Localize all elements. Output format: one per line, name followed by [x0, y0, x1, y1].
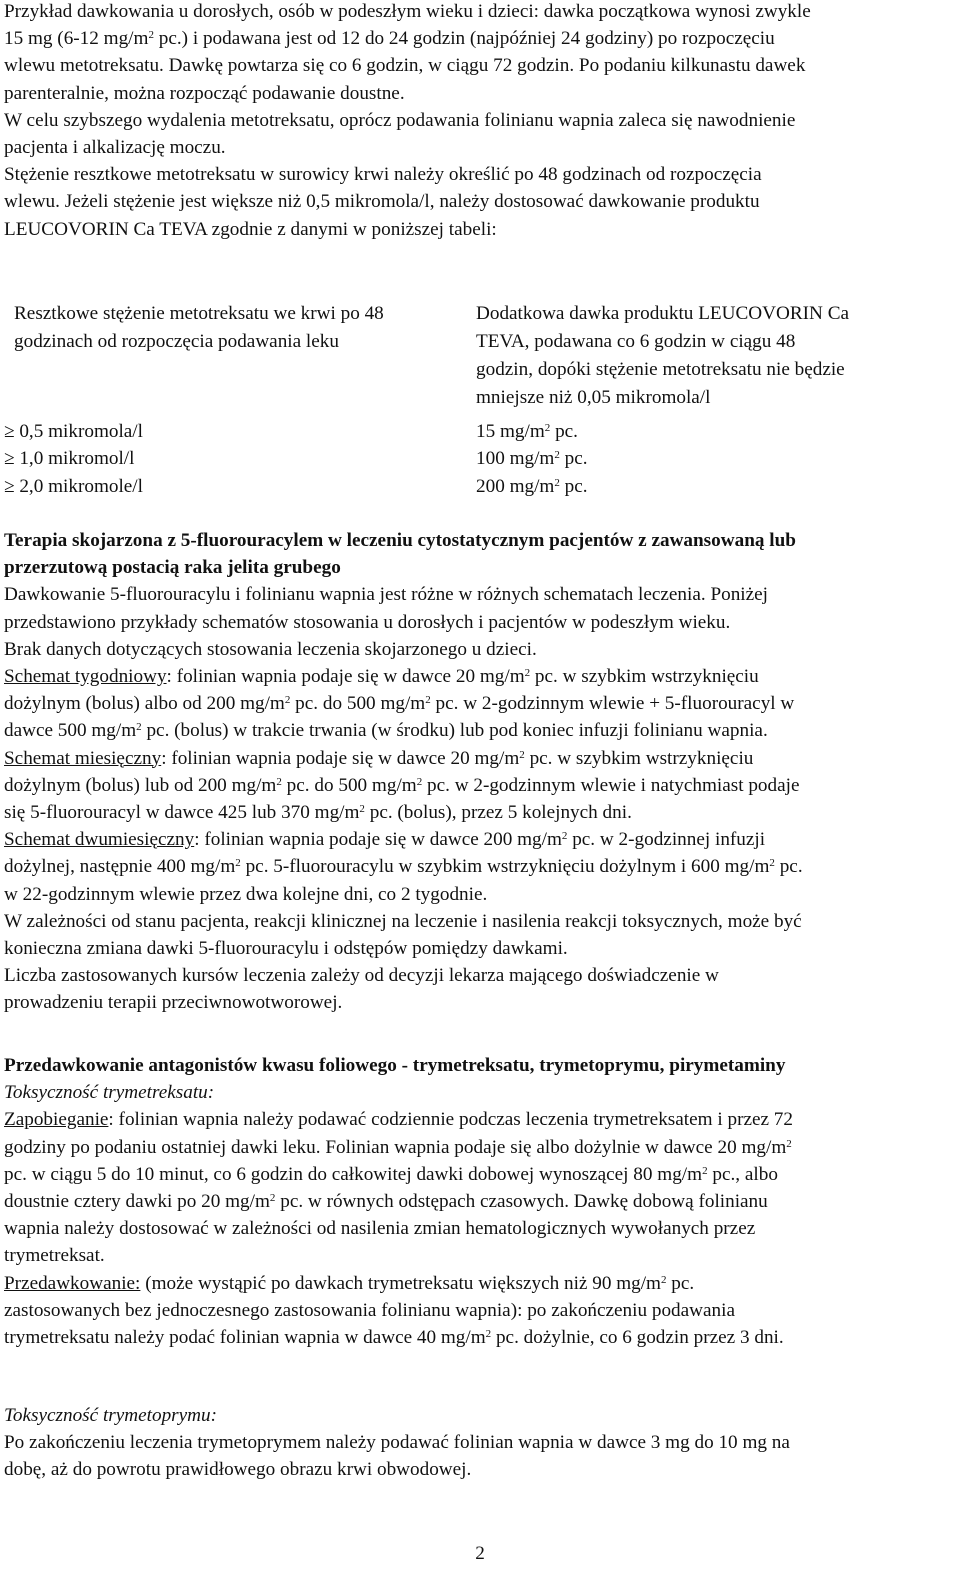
- text-run: pc. w 2-godzinnym wlewie + 5-fluorouracyl w: [430, 693, 795, 715]
- concentration-value: 1,0 mikromol/l: [14, 448, 135, 469]
- dose-value: 100 mg/m: [476, 448, 555, 469]
- text-run: w 22-godzinnym wlewie przez dwa kolejne dni, co 2 tygodnie.: [4, 883, 488, 905]
- table-header-right-line: Dodatkowa dawka produktu LEUCOVORIN Ca: [476, 303, 850, 324]
- text-run: parenteralnie, można rozpocząć podawanie doustne.: [4, 82, 405, 104]
- superscript: 2: [284, 694, 291, 707]
- text-run: W zależności od stanu pacjenta, reakcji klinicznej na leczenie i nasilenia reakcji toksycznych, może być: [4, 910, 802, 932]
- superscript: 2: [702, 1164, 708, 1177]
- text-line: [4, 109, 795, 133]
- text-line: [4, 54, 805, 78]
- text-run: pc. w 2-godzinnej infuzji: [567, 829, 766, 851]
- text-run: pc. (bolus) w trakcie trwania (w środku) lub pod koniec infuzji folinianu wapnia.: [141, 720, 768, 742]
- table-row-concentration: [4, 473, 143, 501]
- table-header-left-line: godzinach od rozpoczęcia podawania leku: [14, 331, 339, 352]
- text-line: [4, 855, 803, 879]
- superscript: 2: [485, 1328, 492, 1340]
- text-run: pc. (bolus), przez 5 kolejnych dni.: [364, 802, 632, 823]
- underlined-label: Schemat dwumiesięczny: [4, 829, 195, 851]
- text-line: [4, 0, 811, 24]
- dose-unit: pc.: [559, 448, 588, 469]
- underlined-label: Schemat tygodniowy: [4, 666, 167, 687]
- text-run: pc.: [774, 856, 803, 878]
- text-run: (może wystąpić po dawkach trymetreksatu większych niż 90 mg/m: [140, 1272, 661, 1294]
- text-line: [4, 1108, 793, 1132]
- text-run: wlewu metotreksatu. Dawkę powtarza się co 6 godzin, w ciągu 72 godzin. Po podaniu kilkunastu dawek: [4, 55, 806, 77]
- text-line: [4, 1326, 784, 1350]
- text-line: [4, 163, 762, 187]
- superscript: 2: [416, 775, 423, 788]
- text-line: [4, 937, 568, 961]
- text-line: [4, 883, 487, 907]
- text-run: się 5-fluorouracyl w dawce 425 lub 370 mg/m: [4, 802, 360, 823]
- text-run: Dawkowanie 5-fluorouracylu i folinianu wapnia jest różne w różnych schematach leczenia. Poniżej: [4, 584, 769, 606]
- text-run: dawce 500 mg/m: [4, 720, 137, 742]
- text-line: [4, 692, 794, 716]
- geq-symbol: ≥: [4, 421, 15, 442]
- superscript: 2: [561, 830, 568, 843]
- text-run: : folinian wapnia podaje się w dawce 20 mg/m: [166, 666, 525, 687]
- superscript: 2: [554, 477, 560, 489]
- underlined-label: Przedawkowanie:: [4, 1272, 141, 1294]
- geq-symbol: ≥: [4, 448, 15, 469]
- text-line: [4, 218, 497, 242]
- superscript: 2: [276, 775, 282, 788]
- geq-symbol: ≥: [4, 476, 15, 497]
- text-line: [4, 583, 768, 607]
- superscript: 2: [554, 449, 560, 461]
- text-run: pc. dożylnie, co 6 godzin przez 3 dni.: [491, 1327, 784, 1348]
- text-run: konieczna zmiana dawki 5-fluorouracylu i odstępów pomiędzy dawkami.: [4, 938, 568, 959]
- text-run: Stężenie resztkowe metotreksatu w surowicy krwi należy określić po 48 godzinach od rozpoczęcia: [4, 164, 762, 186]
- superscript: 2: [148, 29, 154, 42]
- superscript: 2: [660, 1273, 667, 1286]
- text-run: pc. w szybkim wstrzyknięciu: [524, 747, 754, 769]
- text-line: [4, 964, 719, 988]
- superscript: 2: [524, 667, 531, 679]
- text-line: [4, 611, 730, 635]
- table-header-left: [14, 300, 384, 356]
- text-run: dożylnym (bolus) lub od 200 mg/m: [4, 774, 277, 796]
- text-run: : folinian wapnia podaje się w dawce 200 mg/m: [194, 829, 562, 851]
- text-line: [4, 1190, 768, 1214]
- text-line: [4, 1136, 792, 1160]
- text-run: wlewu. Jeżeli stężenie jest większe niż 0,5 mikromola/l, należy dostosować dawkowanie produktu: [4, 191, 760, 213]
- text-line: [4, 1299, 735, 1323]
- text-run: przedstawiono przykłady schematów stosowania u dorosłych i pacjentów w podeszłym wieku.: [4, 611, 731, 633]
- text-run: pc. do 500 mg/m: [290, 693, 426, 715]
- text-line: [4, 665, 759, 689]
- text-run: LEUCOVORIN Ca TEVA zgodnie z danymi w poniższej tabeli:: [4, 218, 497, 240]
- table-header-right: [476, 300, 849, 412]
- text-run: dobę, aż do powrotu prawidłowego obrazu krwi obwodowej.: [4, 1459, 472, 1481]
- text-line: [4, 529, 796, 553]
- text-run: dożylnym (bolus) albo od 200 mg/m: [4, 693, 285, 715]
- text-line: [4, 801, 632, 825]
- text-run: Po zakończeniu leczenia trymetoprymem należy podawać folinian wapnia w dawce 3 mg do 10 mg na: [4, 1432, 790, 1454]
- text-line: [4, 27, 775, 51]
- text-run: trymetreksat.: [4, 1245, 105, 1267]
- text-run: pc.) i podawana jest od 12 do 24 godzin (najpóźniej 24 godziny) po rozpoczęciu: [153, 28, 775, 50]
- table-row-dose: [476, 445, 588, 473]
- text-line: [4, 1404, 217, 1428]
- text-run: Toksyczność trymetoprymu:: [4, 1405, 217, 1426]
- table-header-left-line: Resztkowe stężenie metotreksatu we krwi po 48: [14, 303, 384, 324]
- text-line: [4, 136, 226, 160]
- text-run: Toksyczność trymetreksatu:: [4, 1082, 215, 1104]
- dose-unit: pc.: [550, 421, 578, 442]
- text-run: Terapia skojarzona z 5-fluorouracylem w leczeniu cytostatycznym pacjentów z zawansowaną lub: [4, 530, 796, 551]
- superscript: 2: [359, 803, 365, 815]
- text-line: [4, 774, 799, 798]
- text-run: pc.: [666, 1272, 695, 1294]
- concentration-value: 0,5 mikromola/l: [14, 421, 143, 442]
- text-run: 15 mg (6-12 mg/m: [4, 28, 149, 50]
- text-run: pc., albo: [707, 1163, 778, 1185]
- text-run: przerzutową postacią raka jelita grubego: [4, 557, 341, 579]
- text-run: pc. w ciągu 5 do 10 minut, co 6 godzin do całkowitej dawki dobowej wynoszącej 80 mg/m: [4, 1163, 703, 1185]
- text-run: pc. w szybkim wstrzyknięciu: [530, 666, 759, 687]
- text-line: [4, 1217, 755, 1241]
- text-line: [4, 556, 341, 580]
- superscript: 2: [235, 857, 241, 870]
- text-run: pc. w równych odstępach czasowych. Dawkę dobową folinianu: [275, 1191, 768, 1212]
- text-run: Przykład dawkowania u dorosłych, osób w podeszłym wieku i dzieci: dawka początkowa wynosi zwykle: [4, 1, 811, 22]
- superscript: 2: [769, 857, 775, 870]
- table-header-right-line: godzin, dopóki stężenie metotreksatu nie będzie: [476, 359, 845, 380]
- text-run: Liczba zastosowanych kursów leczenia zależy od decyzji lekarza mającego doświadczenie w: [4, 965, 719, 987]
- text-run: dożylnej, następnie 400 mg/m: [4, 856, 236, 878]
- text-line: [4, 1081, 214, 1105]
- underlined-label: Zapobieganie: [4, 1109, 109, 1131]
- table-header-right-line: TEVA, podawana co 6 godzin w ciągu 48: [476, 331, 796, 352]
- text-line: [4, 910, 802, 934]
- dose-value: 15 mg/m: [476, 421, 545, 442]
- text-run: godziny po podaniu ostatniej dawki leku. Folinian wapnia podaje się albo dożylnie w dawce 20 mg/m: [4, 1136, 787, 1158]
- text-run: Przedawkowanie antagonistów kwasu foliowego - trymetreksatu, trymetoprymu, pirymetaminy: [4, 1055, 786, 1076]
- text-line: [4, 1054, 785, 1078]
- text-run: wapnia należy dostosować w zależności od nasilenia zmian hematologicznych wywołanych przez: [4, 1218, 756, 1240]
- text-line: [4, 991, 342, 1015]
- text-line: [4, 190, 760, 214]
- superscript: 2: [425, 694, 431, 707]
- superscript: 2: [786, 1137, 792, 1150]
- page-number: 2: [475, 1543, 485, 1564]
- text-run: : folinian wapnia należy podawać codziennie podczas leczenia trymetreksatem i przez 72: [108, 1109, 793, 1131]
- text-run: pc. 5-fluorouracylu w szybkim wstrzyknięciu dożylnym i 600 mg/m: [240, 856, 770, 878]
- table-row-concentration: [4, 418, 143, 446]
- text-line: [4, 828, 765, 852]
- superscript: 2: [136, 721, 142, 734]
- text-run: : folinian wapnia podaje się w dawce 20 mg/m: [161, 747, 520, 769]
- table-header-right-line: mniejsze niż 0,05 mikromola/l: [476, 387, 711, 408]
- text-line: [4, 82, 405, 106]
- table-row-dose: [476, 418, 578, 446]
- text-line: [4, 1272, 694, 1296]
- text-run: Brak danych dotyczących stosowania leczenia skojarzonego u dzieci.: [4, 638, 537, 660]
- text-line: [4, 1244, 105, 1268]
- text-run: W celu szybszego wydalenia metotreksatu, oprócz podawania folinianu wapnia zaleca się nawodnienie: [4, 109, 796, 131]
- text-run: doustnie cztery dawki po 20 mg/m: [4, 1191, 270, 1212]
- text-run: pc. do 500 mg/m: [281, 774, 417, 796]
- concentration-value: 2,0 mikromole/l: [14, 476, 143, 497]
- text-run: trymetreksatu należy podać folinian wapnia w dawce 40 mg/m: [4, 1327, 486, 1348]
- text-line: [4, 1163, 778, 1187]
- superscript: 2: [544, 422, 551, 434]
- text-line: [4, 1458, 471, 1482]
- dose-unit: pc.: [559, 476, 588, 497]
- table-row-concentration: [4, 445, 134, 473]
- dose-value: 200 mg/m: [476, 476, 555, 497]
- text-run: zastosowanych bez jednoczesnego zastosowania folinianu wapnia): po zakończeniu podawania: [4, 1299, 735, 1321]
- table-row-dose: [476, 473, 588, 501]
- superscript: 2: [519, 748, 525, 761]
- superscript: 2: [269, 1192, 276, 1204]
- text-line: [4, 638, 537, 662]
- text-line: [4, 1431, 790, 1455]
- text-run: pacjenta i alkalizację moczu.: [4, 137, 226, 158]
- underlined-label: Schemat miesięczny: [4, 747, 162, 769]
- text-line: [4, 747, 753, 771]
- text-run: pc. w 2-godzinnym wlewie i natychmiast podaje: [422, 774, 800, 796]
- text-run: prowadzeniu terapii przeciwnowotworowej.: [4, 992, 343, 1014]
- text-line: [4, 719, 768, 743]
